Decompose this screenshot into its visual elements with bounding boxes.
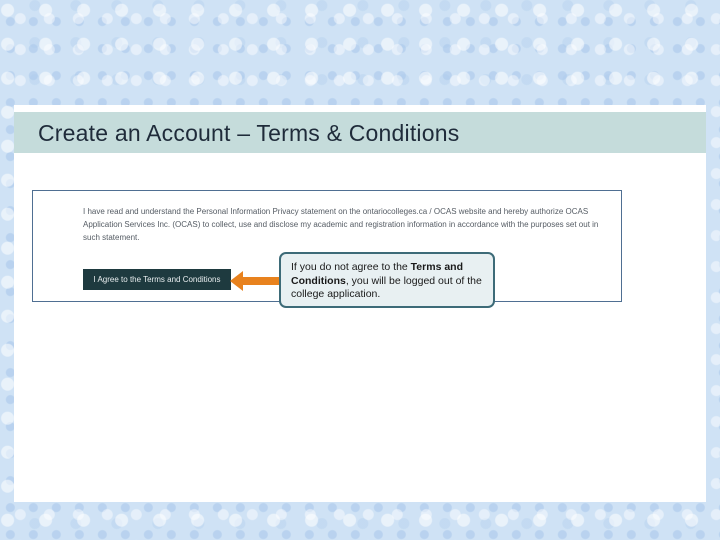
agree-terms-button[interactable]: I Agree to the Terms and Conditions bbox=[83, 269, 231, 290]
slide-title: Create an Account – Terms & Conditions bbox=[38, 120, 460, 146]
slide bbox=[14, 105, 706, 502]
callout-text-after: , you will be logged out of the college application. bbox=[291, 274, 482, 300]
left-arrow-icon bbox=[230, 271, 282, 291]
callout-note bbox=[279, 252, 495, 308]
title-band bbox=[14, 112, 706, 153]
privacy-statement: I have read and understand the Personal Information Privacy statement on the ontariocolleges.ca / OCAS website and hereby authorize OCAS Application Services Inc. (OCAS) to collect, use and disclose my academic and registration information in accordance with the purposes set out in such statement. bbox=[83, 207, 599, 242]
callout-emphasis: Terms and Conditions bbox=[291, 261, 463, 287]
callout-text-before: If you do not agree to the bbox=[291, 261, 411, 273]
